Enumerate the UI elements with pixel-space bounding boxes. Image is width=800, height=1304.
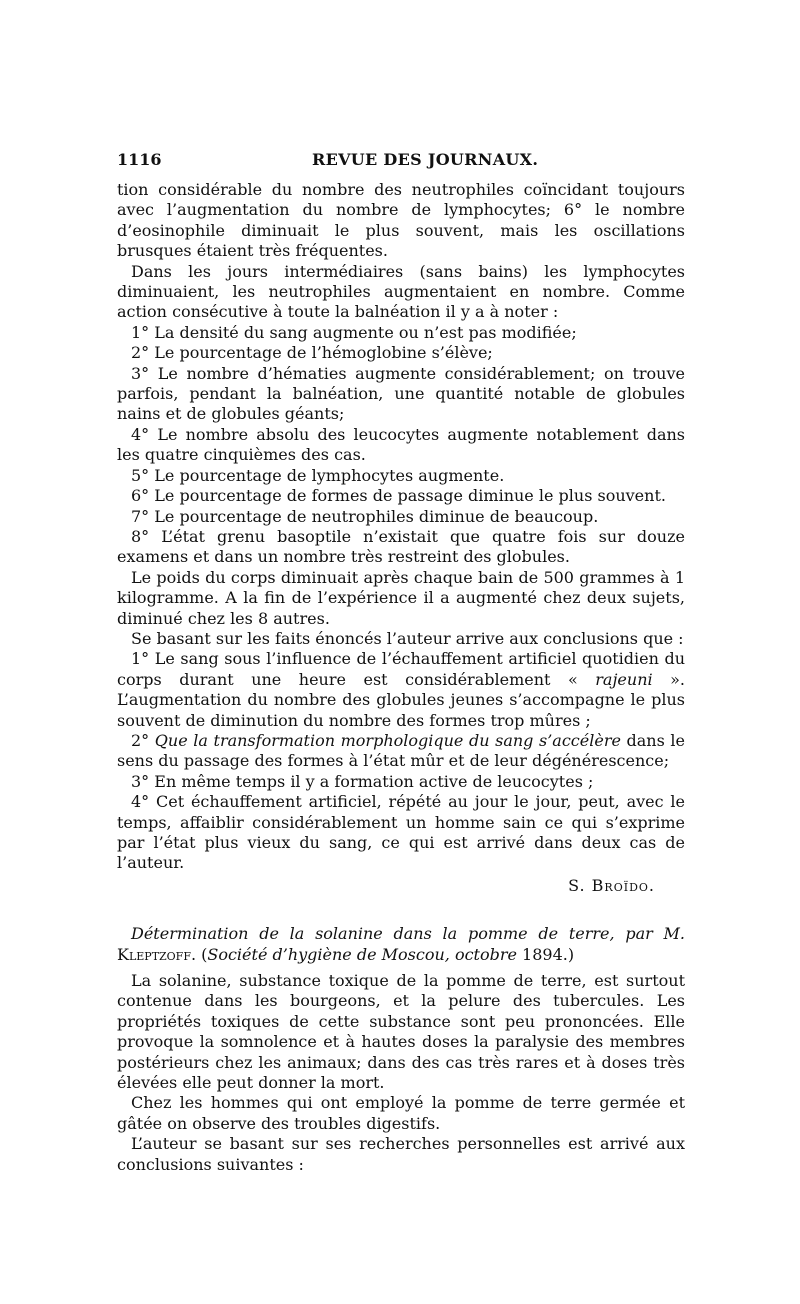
conclusion-3: 3° En même temps il y a formation active de leucocytes ; <box>131 771 594 791</box>
article-author: Kleptzoff. <box>117 944 197 964</box>
list-item: 4° Le nombre absolu des leucocytes augmente notablement dans les quatre cinquièmes des cas. <box>117 424 685 465</box>
article-source: Société d’hygiène de Moscou, octobre <box>207 944 517 964</box>
conclusion-2-emphasis: Que la transformation morphologique du sang s’accélère <box>154 730 621 750</box>
author-signature: S. Broïdo. <box>568 875 655 895</box>
page-header <box>117 150 685 174</box>
article-paragraph: Chez les hommes qui ont employé la pomme de terre germée et gâtée on observe des troubles digestifs. <box>117 1093 685 1133</box>
conclusion-1-text-b: ». L’augmentation du nombre des globules jeunes s’accompagne le plus souvent de diminution du nombre des formes trop mûres ; <box>117 669 685 730</box>
conclusion-1-emphasis: rajeuni <box>595 669 653 689</box>
conclusion-1-text-a: 1° Le sang sous l’influence de l’échauffement artificiel quotidien du corps durant une heure est considérablement « <box>117 649 685 689</box>
paragraph-body-weight: Le poids du corps diminuait après chaque bain de 500 grammes à 1 kilogramme. A la fin de l’expérience il a augmenté chez deux sujets, diminué chez les 8 autres. <box>117 567 685 628</box>
article-paragraph: L’auteur se basant sur ses recherches personnelles est arrivé aux conclusions suivantes : <box>117 1134 685 1174</box>
list-item: 3° Le nombre d’hématies augmente considérablement; on trouve parfois, pendant la balnéation, une quantité notable de globules nains et de globules géants; <box>117 363 685 424</box>
paragraph-intermediate-days: Dans les jours intermédiaires (sans bains) les lymphocytes diminuaient, les neutrophiles augmentaient en nombre. Comme action consécutive à toute la balnéation il y a à noter : <box>117 261 685 322</box>
conclusion-1 <box>117 649 685 731</box>
paragraph-conclusions-intro: Se basant sur les faits énoncés l’auteur arrive aux conclusions que : <box>131 628 684 648</box>
paragraph-continuation: tion considérable du nombre des neutrophiles coïncidant toujours avec l’augmentation du nombre de lymphocytes; 6° le nombre d’eosinophile diminuait le plus souvent, mais les oscillations brusques étaient très fréquentes. <box>117 180 685 261</box>
list-item: 1° La densité du sang augmente ou n’est pas modifiée; <box>131 322 577 342</box>
text-column <box>117 180 685 1175</box>
list-item: 6° Le pourcentage de formes de passage diminue le plus souvent. <box>131 486 666 506</box>
list-item: 5° Le pourcentage de lymphocytes augmente. <box>131 465 505 485</box>
article-title-text: Détermination de la solanine dans la pomme de terre, par M. <box>131 924 685 944</box>
article-title <box>117 924 685 965</box>
list-item: 7° Le pourcentage de neutrophiles diminue de beaucoup. <box>131 506 599 526</box>
conclusion-2-number: 2° <box>131 730 155 750</box>
list-item: 8° L’état grenu basoptile n’existait que quatre fois sur douze examens et dans un nombre très restreint des globules. <box>117 526 685 567</box>
running-title: REVUE DES JOURNAUX. <box>312 150 539 169</box>
list-item: 2° Le pourcentage de l’hémoglobine s’élève; <box>131 343 493 363</box>
article-source-open: ( <box>196 944 208 964</box>
conclusion-2 <box>117 731 685 772</box>
conclusion-4: 4° Cet échauffement artificiel, répété au jour le jour, peut, avec le temps, affaiblir considérablement un homme sain ce qui s’exprime par l’état plus vieux du sang, ce qui est arrivé dans deux cas de l’auteur. <box>117 792 685 873</box>
article-source-close: 1894.) <box>516 944 575 964</box>
page-number: 1116 <box>117 150 162 169</box>
article-paragraph: La solanine, substance toxique de la pomme de terre, est surtout contenue dans les bourgeons, et la pelure des tubercules. Les propriétés toxiques de cette substance sont peu prononcées. Elle provoque la somnolence et à hautes doses la paralysie des membres postérieurs chez les animaux; dans des cas très rares et à doses très élevées elle peut donner la mort. <box>117 971 685 1093</box>
conclusion-2-text: dans le sens du passage des formes à l’état mûr et de leur dégénérescence; <box>117 730 686 771</box>
